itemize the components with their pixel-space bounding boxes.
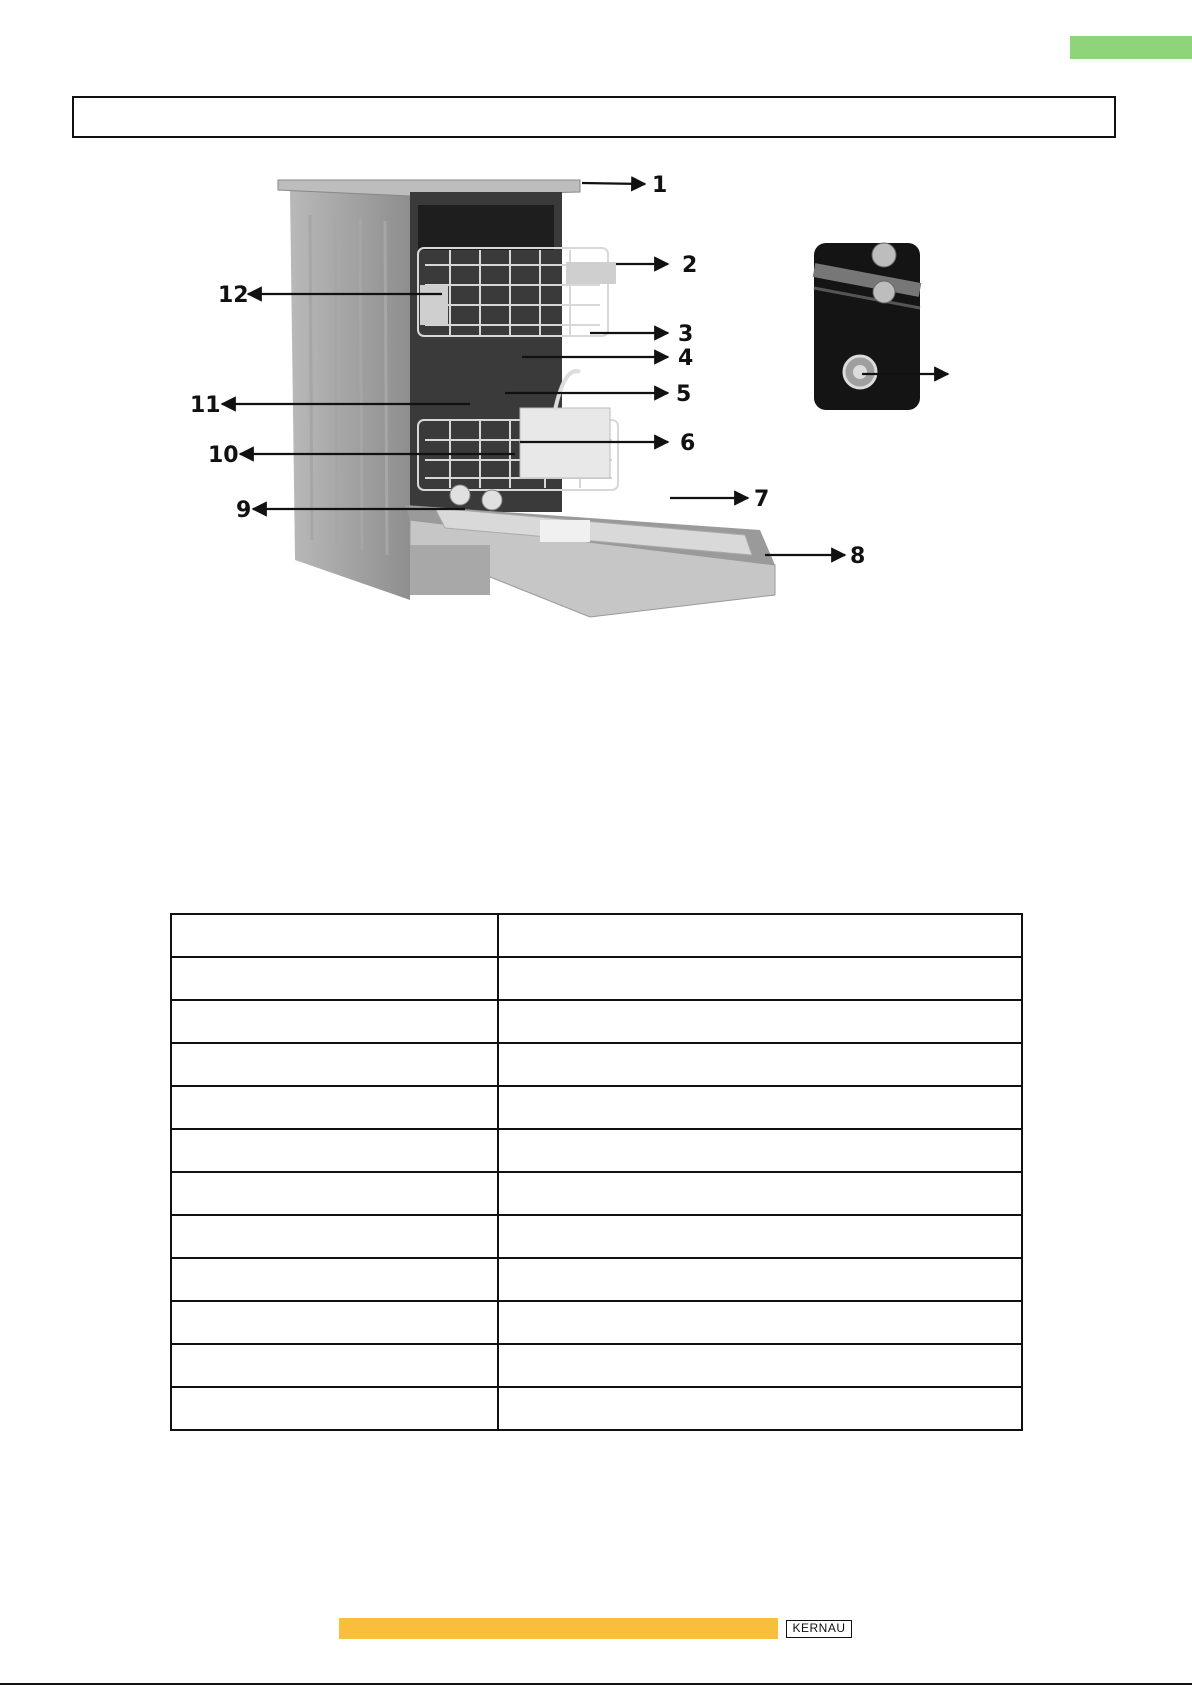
table-row — [171, 1000, 1022, 1043]
part-number-cell — [171, 1172, 498, 1215]
part-name-cell — [498, 1258, 1022, 1301]
part-name-cell — [498, 1000, 1022, 1043]
table-row — [171, 1258, 1022, 1301]
table-row — [171, 1172, 1022, 1215]
part-number-cell — [171, 1387, 498, 1430]
part-number-cell — [171, 1215, 498, 1258]
table-row — [171, 957, 1022, 1000]
part-number-cell — [171, 1344, 498, 1387]
footer-bar — [339, 1618, 778, 1639]
callout-6: 6 — [680, 431, 696, 456]
callout-9: 9 — [236, 498, 252, 523]
callout-1: 1 — [652, 173, 668, 198]
callout-4: 4 — [678, 346, 694, 371]
dishwasher-photo — [278, 180, 775, 617]
part-number-cell — [171, 1129, 498, 1172]
part-name-cell — [498, 1301, 1022, 1344]
part-name-cell — [498, 957, 1022, 1000]
part-name-cell — [498, 1043, 1022, 1086]
table-row — [171, 1387, 1022, 1430]
spray-arm-inset-photo — [814, 243, 920, 410]
brand-logo: KERNAU — [786, 1620, 852, 1638]
table-row — [171, 1086, 1022, 1129]
page-title-box — [72, 96, 1116, 138]
table-row — [171, 1301, 1022, 1344]
table-row — [171, 1215, 1022, 1258]
part-number-cell — [171, 957, 498, 1000]
part-number-cell — [171, 1000, 498, 1043]
table-row — [171, 1344, 1022, 1387]
part-name-cell — [498, 1215, 1022, 1258]
table-row — [171, 914, 1022, 957]
table-row — [171, 1043, 1022, 1086]
section-tab — [1070, 36, 1192, 59]
part-name-cell — [498, 1387, 1022, 1430]
dishwasher-figure — [0, 160, 1192, 630]
callout-10: 10 — [208, 443, 239, 468]
callout-2: 2 — [682, 253, 698, 278]
part-number-cell — [171, 914, 498, 957]
part-name-cell — [498, 914, 1022, 957]
parts-table — [170, 913, 1023, 1431]
callout-3: 3 — [678, 322, 694, 347]
part-name-cell — [498, 1344, 1022, 1387]
callout-8: 8 — [850, 544, 866, 569]
part-number-cell — [171, 1258, 498, 1301]
part-name-cell — [498, 1086, 1022, 1129]
table-row — [171, 1129, 1022, 1172]
part-number-cell — [171, 1043, 498, 1086]
callout-12: 12 — [218, 283, 249, 308]
part-name-cell — [498, 1172, 1022, 1215]
part-number-cell — [171, 1301, 498, 1344]
callout-11: 11 — [190, 393, 221, 418]
part-number-cell — [171, 1086, 498, 1129]
callout-5: 5 — [676, 382, 692, 407]
part-name-cell — [498, 1129, 1022, 1172]
callout-7: 7 — [754, 487, 770, 512]
